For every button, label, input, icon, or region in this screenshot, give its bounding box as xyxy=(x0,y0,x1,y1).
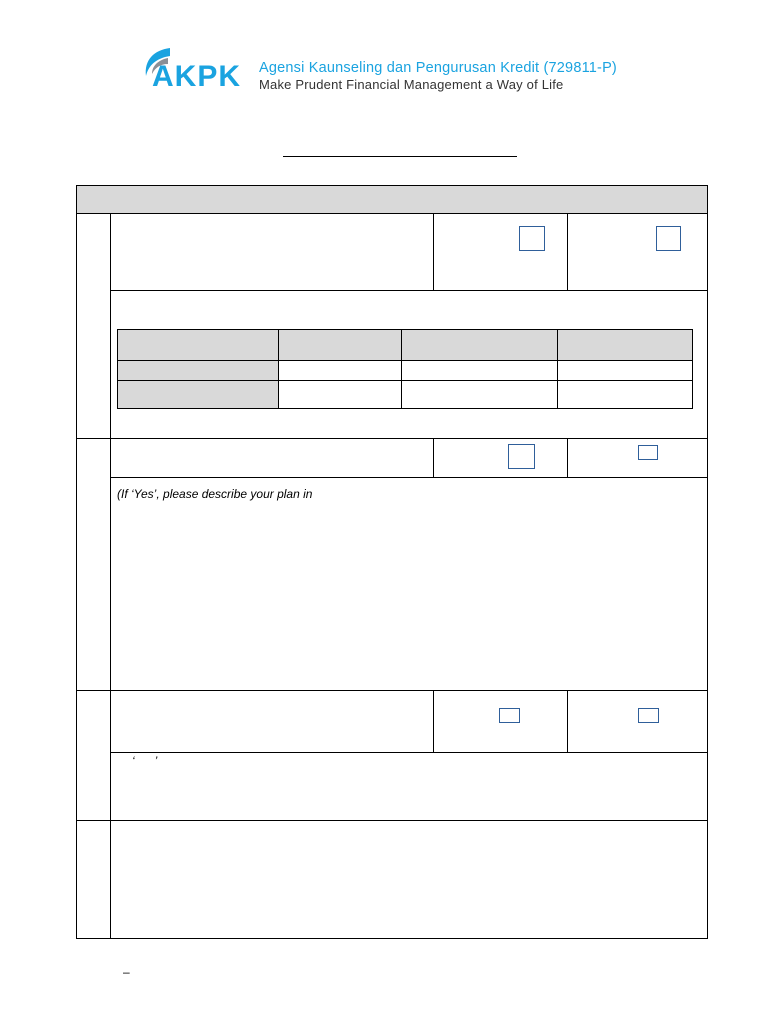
org-name: Agensi Kaunseling dan Pengurusan Kredit (729811-P) xyxy=(259,60,617,76)
logo-word: AKPK xyxy=(152,60,242,93)
header xyxy=(138,44,638,100)
number-column-divider xyxy=(110,213,111,938)
inner-table-row-label-2 xyxy=(118,381,278,408)
section3-yes-checkbox[interactable] xyxy=(499,708,520,723)
section2-yes-checkbox[interactable] xyxy=(508,444,535,469)
footer-dash: – xyxy=(123,965,130,979)
inner-table-header xyxy=(118,330,692,360)
form-table xyxy=(76,185,708,939)
inner-table-row-label-1 xyxy=(118,361,278,380)
title-underline xyxy=(283,156,517,157)
section2-no-checkbox[interactable] xyxy=(638,445,658,460)
section3-quote-marks: ‘ ’ xyxy=(132,754,158,768)
section3-no-checkbox[interactable] xyxy=(638,708,659,723)
form-header-row xyxy=(77,186,707,213)
tagline: Make Prudent Financial Management a Way of Life xyxy=(259,77,564,92)
section2-hint-text: (If ‘Yes’, please describe your plan in xyxy=(117,487,313,501)
section1-no-checkbox[interactable] xyxy=(656,226,681,251)
section1-yes-checkbox[interactable] xyxy=(519,226,545,251)
